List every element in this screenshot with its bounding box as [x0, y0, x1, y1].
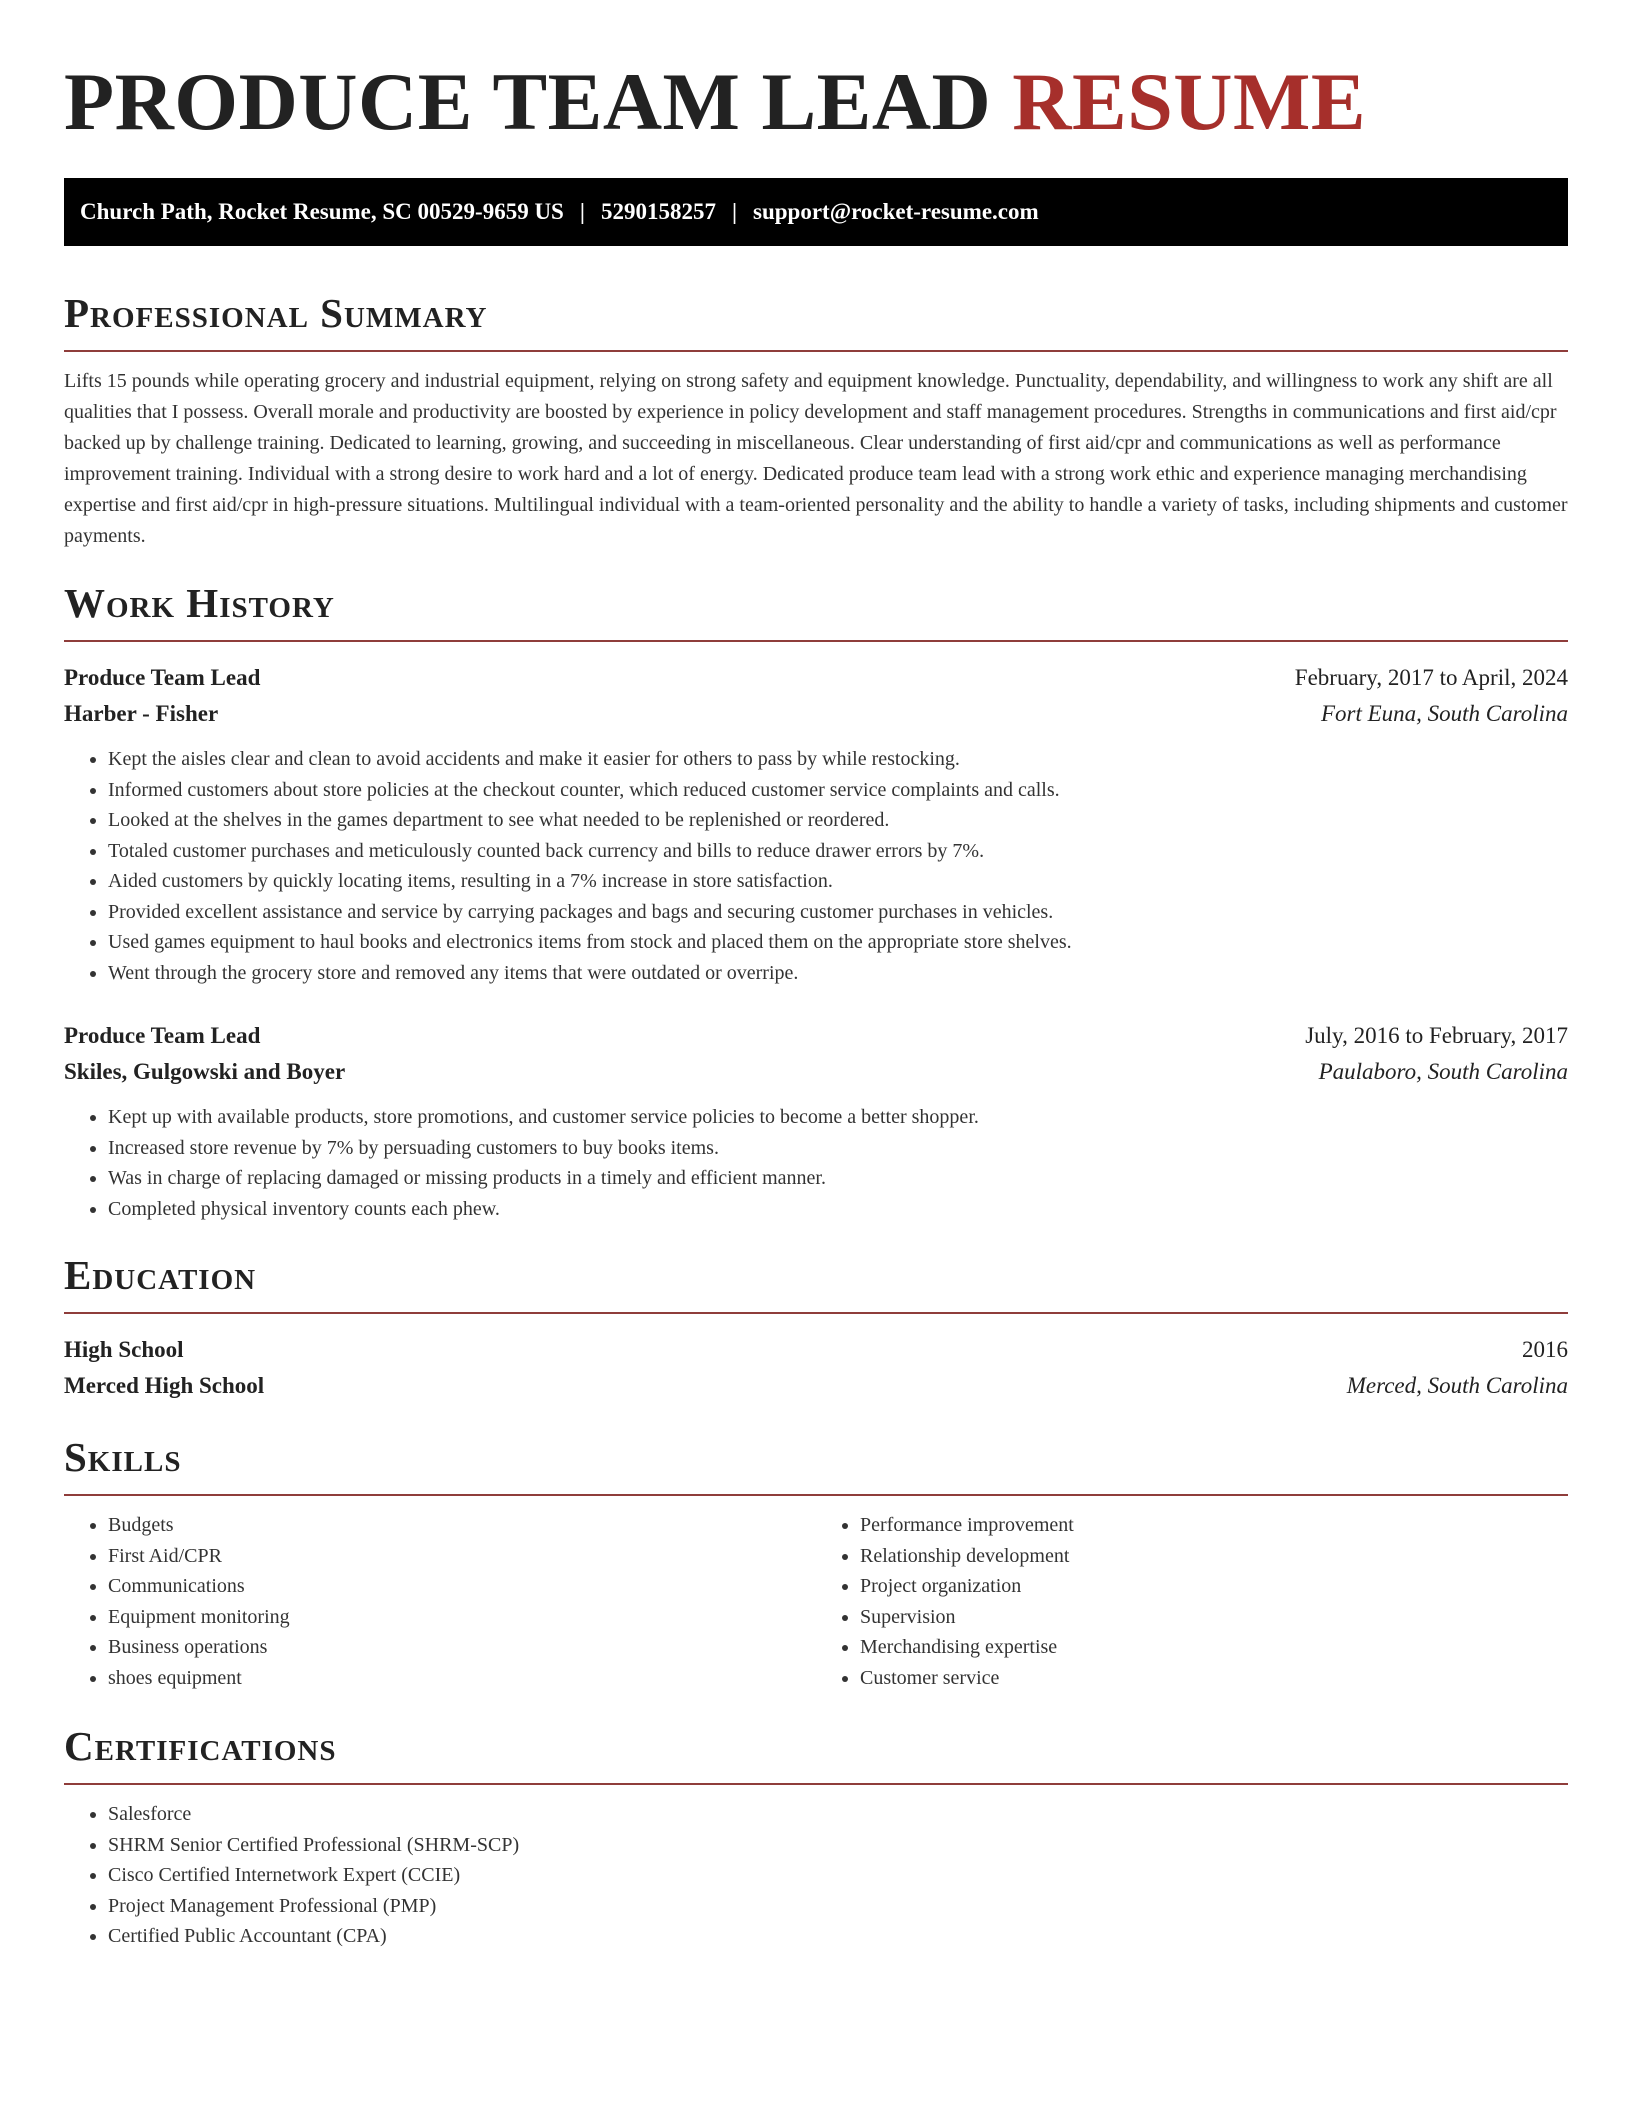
education-degree-row [64, 1332, 1568, 1368]
skill-item: • Relationship development [860, 1541, 1568, 1572]
contact-separator: | [579, 199, 585, 224]
job-entry [64, 1018, 1568, 1224]
job-bullet: • Provided excellent assistance and service by carrying packages and bags and securing customer purchases in vehicles. [108, 897, 1568, 928]
work-history-section [64, 580, 1568, 1224]
job-location: Fort Euna, South Carolina [1320, 701, 1568, 726]
job-bullet: • Used games equipment to haul books and electronics items from stock and placed them on the appropriate store shelves. [108, 927, 1568, 958]
skills-column-left [64, 1510, 816, 1693]
skill-item: • First Aid/CPR [108, 1541, 816, 1572]
contact-bar [64, 178, 1568, 246]
job-bullet: • Totaled customer purchases and meticulously counted back currency and bills to reduce drawer errors by 7%. [108, 836, 1568, 867]
skill-item: • Budgets [108, 1510, 816, 1541]
job-company: Harber - Fisher [64, 701, 219, 726]
title-accent: RESUME [1012, 56, 1367, 147]
job-dates: July, 2016 to February, 2017 [1305, 1023, 1568, 1048]
job-bullet: • Completed physical inventory counts each phew. [108, 1194, 1568, 1225]
contact-address: Church Path, Rocket Resume, SC 00529-9659 US [80, 199, 564, 224]
education-school-row [64, 1368, 1568, 1404]
job-bullets [64, 1102, 1568, 1224]
job-entry [64, 660, 1568, 988]
job-title-row [64, 1018, 1568, 1054]
skill-item: • Project organization [860, 1571, 1568, 1602]
skills-grid [64, 1510, 1568, 1693]
job-bullet: • Kept up with available products, store promotions, and customer service policies to become a better shopper. [108, 1102, 1568, 1133]
job-bullet: • Looked at the shelves in the games department to see what needed to be replenished or reordered. [108, 805, 1568, 836]
section-heading-summary: Professional Summary [64, 290, 1568, 352]
skill-item: • Merchandising expertise [860, 1632, 1568, 1663]
job-bullet: • Increased store revenue by 7% by persuading customers to buy books items. [108, 1133, 1568, 1164]
job-bullet: • Kept the aisles clear and clean to avoid accidents and make it easier for others to pass by while restocking. [108, 744, 1568, 775]
skill-item: • Supervision [860, 1602, 1568, 1633]
certification-item: • Cisco Certified Internetwork Expert (CCIE) [108, 1860, 1568, 1891]
education-school: Merced High School [64, 1373, 265, 1398]
section-heading-education: Education [64, 1252, 1568, 1314]
job-location: Paulaboro, South Carolina [1318, 1059, 1568, 1084]
education-year: 2016 [1522, 1337, 1568, 1362]
job-bullets [64, 744, 1568, 988]
title-main: PRODUCE TEAM LEAD [64, 56, 992, 147]
skills-section [64, 1434, 1568, 1693]
job-company-row [64, 1054, 1568, 1090]
certification-item: • Certified Public Accountant (CPA) [108, 1921, 1568, 1952]
resume-title [64, 52, 1568, 152]
contact-email[interactable]: support@rocket-resume.com [753, 199, 1039, 224]
skill-item: • shoes equipment [108, 1663, 816, 1694]
certifications-section [64, 1723, 1568, 1952]
job-bullet: • Was in charge of replacing damaged or missing products in a timely and efficient manner. [108, 1163, 1568, 1194]
certification-item: • SHRM Senior Certified Professional (SHRM-SCP) [108, 1830, 1568, 1861]
education-entry [64, 1332, 1568, 1404]
education-location: Merced, South Carolina [1346, 1373, 1568, 1398]
section-heading-certifications: Certifications [64, 1723, 1568, 1785]
skills-column-right [816, 1510, 1568, 1693]
contact-separator: | [731, 199, 738, 224]
skill-item: • Performance improvement [860, 1510, 1568, 1541]
section-heading-skills: Skills [64, 1434, 1568, 1496]
skill-item: • Business operations [108, 1632, 816, 1663]
section-heading-work-history: Work History [64, 580, 1568, 642]
skill-item: • Customer service [860, 1663, 1568, 1694]
job-dates: February, 2017 to April, 2024 [1294, 665, 1568, 690]
certification-item: • Project Management Professional (PMP) [108, 1891, 1568, 1922]
job-company-row [64, 696, 1568, 732]
summary-section [64, 290, 1568, 552]
job-title: Produce Team Lead [64, 1023, 261, 1048]
job-bullet: • Informed customers about store policies at the checkout counter, which reduced customer service complaints and calls. [108, 775, 1568, 806]
skill-item: • Communications [108, 1571, 816, 1602]
job-company: Skiles, Gulgowski and Boyer [64, 1059, 346, 1084]
job-title-row [64, 660, 1568, 696]
education-degree: High School [64, 1337, 184, 1362]
certifications-list [64, 1799, 1568, 1952]
job-bullet: • Went through the grocery store and removed any items that were outdated or overripe. [108, 958, 1568, 989]
education-section [64, 1252, 1568, 1404]
summary-paragraph: Lifts 15 pounds while operating grocery and industrial equipment, relying on strong safety and equipment knowledge. Punctuality, dependability, and willingness to work any shift are all qualities that I possess. Overall morale and productivity are boosted by experience in policy development and staff management procedures. Strengths in communications and first aid/cpr backed up by challenge training. Dedicated to learning, growing, and succeeding in miscellaneous. Clear understanding of first aid/cpr and communications as well as performance improvement training. Individual with a strong desire to work hard and a lot of energy. Dedicated produce team lead with a strong work ethic and experience managing merchandising expertise and first aid/cpr in high-pressure situations. Multilingual individual with a team-oriented personality and the ability to handle a variety of tasks, including shipments and customer payments. [64, 370, 1568, 547]
certification-item: • Salesforce [108, 1799, 1568, 1830]
job-bullet: • Aided customers by quickly locating items, resulting in a 7% increase in store satisfaction. [108, 866, 1568, 897]
skill-item: • Equipment monitoring [108, 1602, 816, 1633]
contact-phone[interactable]: 5290158257 [600, 199, 716, 224]
job-title: Produce Team Lead [64, 665, 261, 690]
